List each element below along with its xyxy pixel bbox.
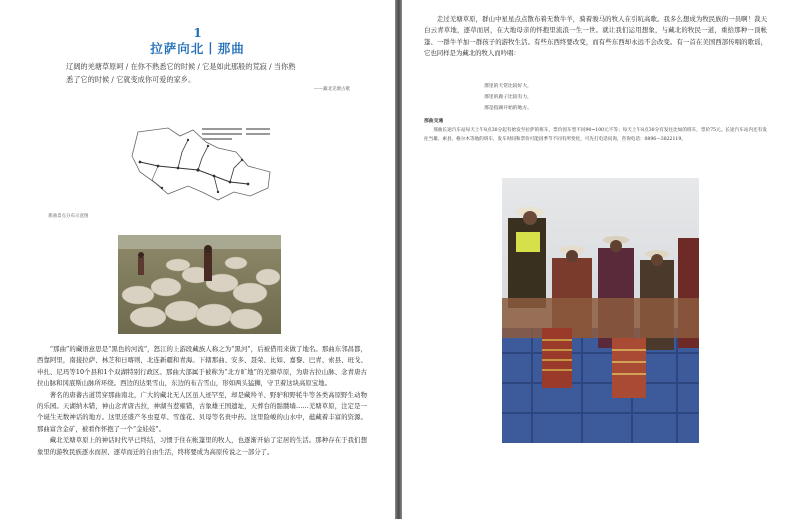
chapter-title: 拉萨向北丨那曲 <box>150 41 245 56</box>
intro-text <box>424 14 767 60</box>
body-paragraph: “那曲”的藏语意思是“黑色的河流”，怒江的上游段藏族人称之为“黑河”，后被借用来做了地名。那曲东邻昌都，西靠阿里，南接拉萨、林芝和日喀则，北连新疆和青海。下辖那曲、安多、聂荣、比如、嘉黎、巴青、索县、班戈、申扎、尼玛等10个县和1个双湖特别行政区。那曲大部属于被称为“北方旷地”的羌塘草原，为唐古拉山脉、念青唐古拉山脉和冈底斯山脉所环绕。西边的达果雪山，东边的布吉雪山，形如两头猛狮，守卫着这块高原宝地。 <box>37 345 367 388</box>
page-gutter <box>395 0 402 519</box>
transport-heading: 那曲交通 <box>424 118 444 124</box>
body-paragraph: 藏北羌塘草原上的神话时代早已终结，习惯于住在帐篷里的牧人，也逐渐开始了定居的生活。那种存在于我们想象里的游牧民族逐水而居、逐草而迁的自由生活，终将要成为高原传说之一部分了。 <box>37 436 367 456</box>
body-text <box>37 344 367 458</box>
map-caption: 那曲景点分布示意图 <box>48 214 89 219</box>
verse-line: 那是指湖开始的地方。 <box>484 106 532 111</box>
verse-line: 那里的鹿子比较有力， <box>484 95 532 100</box>
song-verse <box>484 81 532 114</box>
chapter-number: 1 <box>193 26 202 40</box>
intro-paragraph: 走过羌塘草原，群山中星星点点散布着无数牛羊，骑着骏马的牧人在引吭高歌。我多么想成为牧民族的一员啊！裁天白云青草地，逐草而居，在大地母亲的怀抱里流浪一生一世。就让我们运用想象，与藏北的牧民一道，重拾那种一顶帐篷、一群牛羊加一群孩子的游牧生活。有些东西终要改变，而有些东西却永远不会改变。有一首在美国西部传唱的歌谣，它也同样是为藏北的牧人而吟唱： <box>424 15 767 58</box>
left-page <box>0 0 395 519</box>
epigraph-poem <box>66 61 336 86</box>
sheep-herd-photo <box>118 235 281 334</box>
poem-line: 辽阔的羌塘草原呵 / 在你不熟悉它的时候 / 它是如此那般的荒寂 / 当你熟 <box>66 62 296 71</box>
body-paragraph: 著名的唐蕃古道贯穿那曲南北，广大的藏北无人区虽人迹罕至，却是藏羚羊、野驴和野牦牛等各类高原野生动物的乐园。天湖纳木错，神山念青唐古拉，神湖当惹雍错，古象雄王国遗址，天葬台的骷髅墙……羌塘草原，注定是一个诞生无数神话的地方。这里还盛产冬虫夏草、雪莲花、贝母等名贵中药。这里险峻的山水中，蕴藏着丰富的资源。那曲富含金矿，被看作怀抱了一个“金娃娃”。 <box>37 390 367 433</box>
verse-line: 那里的天常比较好大， <box>484 84 532 89</box>
nagqu-map <box>118 122 278 207</box>
transport-paragraph: 那曲长途汽车站每天上午8点30分起有始发至拉萨的班车，票价因车型不同90~100元不等；每天上午8点30分有发往比如的班车，票价75元。长途汽车站内还有发往当雄、索县、格尔木等地的班车，发车时间和票价可能因季节不同有所变化，可先打电话问询，咨询电话：0896—3822119。 <box>424 128 767 142</box>
poem-source: ——藏北羌塘古歌 <box>314 87 350 92</box>
nomads-truck-photo <box>502 178 699 443</box>
poem-line: 悉了它的时候 / 它就变成你可爱的家乡。 <box>66 74 196 84</box>
transport-text <box>424 126 767 144</box>
